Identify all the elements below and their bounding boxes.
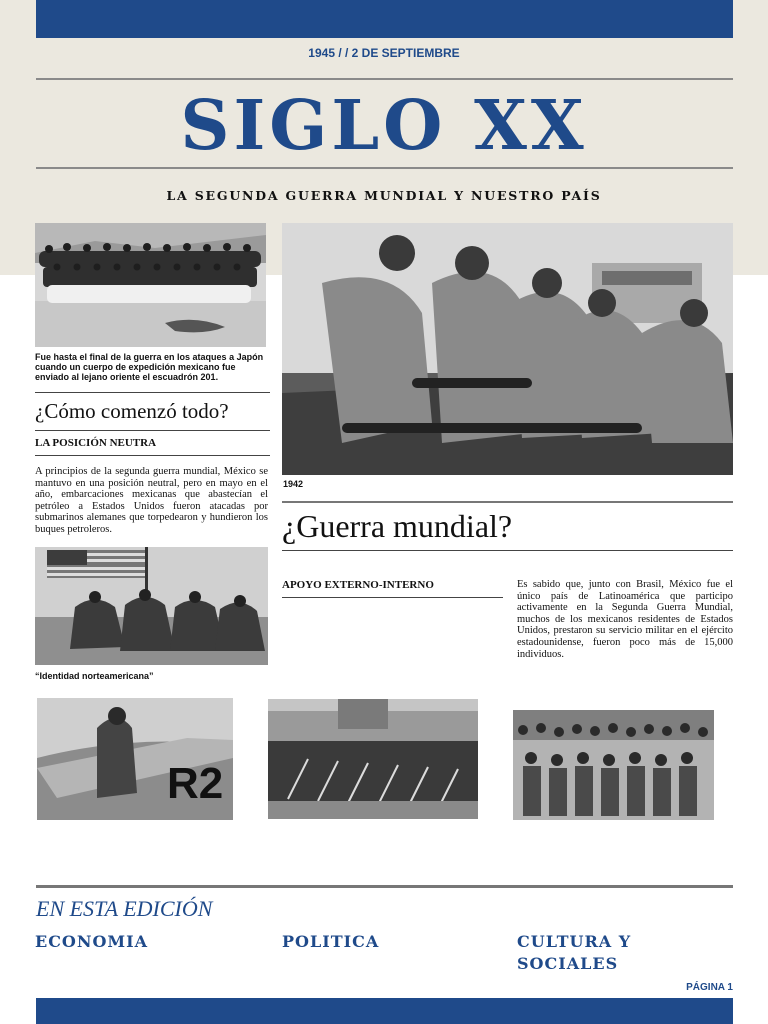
main-top-line bbox=[282, 501, 733, 503]
pilots-photo bbox=[282, 223, 733, 475]
left-top-line bbox=[35, 392, 270, 393]
section-economia[interactable]: ECONOMIA bbox=[35, 932, 149, 951]
squadron-photo bbox=[35, 223, 266, 347]
section-politica[interactable]: POLITICA bbox=[282, 932, 380, 951]
troops-photo bbox=[513, 710, 714, 820]
footer-rule bbox=[36, 885, 733, 888]
main-article-body: Es sabido que, junto con Brasil, México fue el único país de Latinoamérica que participo activamente en la Segunda Guerra Mundial, muchos de los mexicanos residentes de Estados Unidos, prestaron su servicio militar en el ejército estadounidense, fueron poco más de 15,000 individuos. bbox=[517, 579, 733, 660]
main-subhead-line bbox=[282, 597, 503, 598]
flag-caption: “Identidad norteamericana” bbox=[35, 671, 154, 681]
left-title-line bbox=[35, 430, 270, 431]
plane-photo bbox=[37, 698, 233, 820]
main-article-title: ¿Guerra mundial? bbox=[282, 508, 513, 544]
masthead: SIGLO XX bbox=[180, 86, 588, 166]
main-article-subhead: APOYO EXTERNO-INTERNO bbox=[282, 579, 434, 591]
edition-label: EN ESTA EDICIÓN bbox=[36, 896, 213, 921]
left-article-subhead: LA POSICIÓN NEUTRA bbox=[35, 437, 157, 449]
rule-mid bbox=[36, 167, 733, 169]
pilots-caption: 1942 bbox=[283, 479, 304, 489]
main-title-line bbox=[282, 550, 733, 551]
svg-text:R2: R2 bbox=[167, 759, 224, 808]
left-article-body: A principios de la segunda guerra mundial, México se mantuvo en una posición neutral, pero en mayo en el año, embarcaciones mexicanas que abastecían el petróleo a Estados Unidos fueron atacadas por submarinos alemanes que torpedearon y hundieron los buques petroleros. bbox=[35, 466, 268, 535]
left-subhead-line bbox=[35, 455, 270, 456]
page-number: PÁGINA 1 bbox=[686, 982, 733, 993]
section-cultura[interactable]: CULTURA Y SOCIALES bbox=[517, 932, 632, 973]
top-bar bbox=[36, 0, 733, 38]
squadron-caption: Fue hasta el final de la guerra en los ataques a Japón cuando un cuerpo de expedición mexicano fue enviado al lejano oriente el escuadrón 201. bbox=[35, 352, 264, 382]
left-article-title: ¿Cómo comenzó todo? bbox=[35, 399, 229, 423]
subtitle: LA SEGUNDA GUERRA MUNDIAL Y NUESTRO PAÍS bbox=[166, 188, 602, 203]
parade-photo bbox=[268, 699, 478, 819]
flag-photo bbox=[35, 547, 268, 665]
rule-top bbox=[36, 78, 733, 80]
issue-date: 1945 / / 2 DE SEPTIEMBRE bbox=[308, 46, 460, 60]
bottom-bar bbox=[36, 998, 733, 1024]
